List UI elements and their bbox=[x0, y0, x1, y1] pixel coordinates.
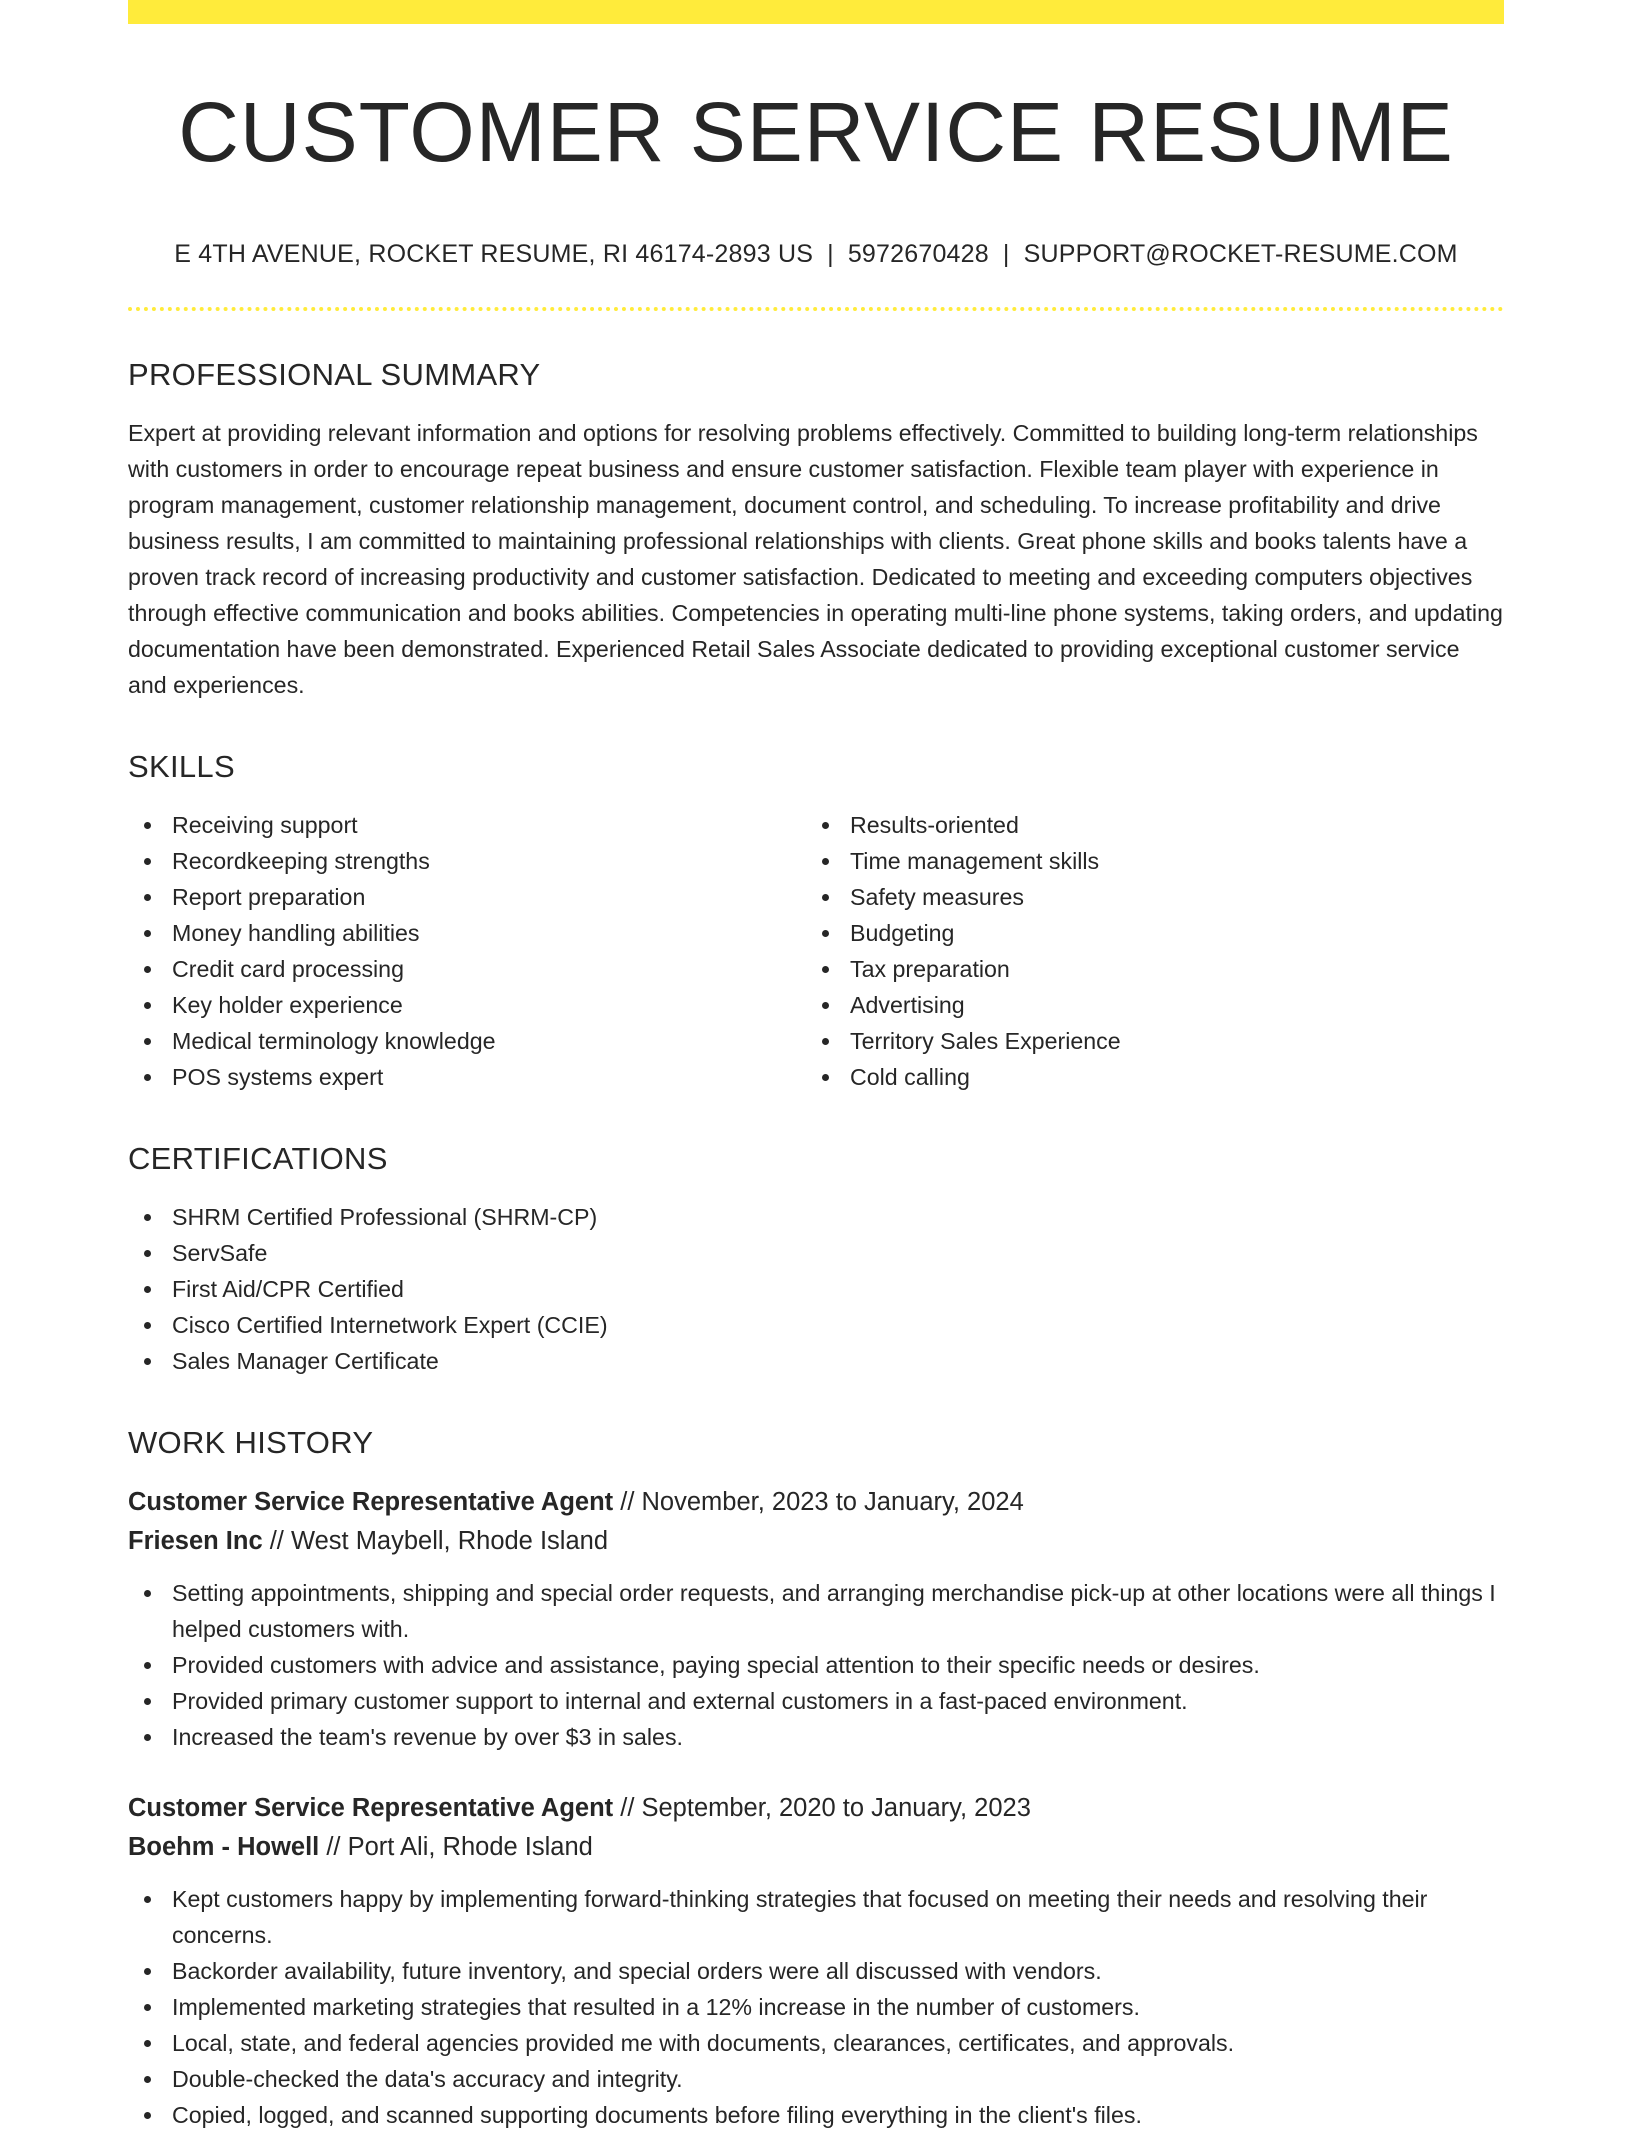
job-bullet: Implemented marketing strategies that resulted in a 12% increase in the number of customers. bbox=[128, 1989, 1504, 2025]
job-location: // Port Ali, Rhode Island bbox=[319, 1833, 593, 1861]
resume-page bbox=[128, 0, 1504, 2128]
job-entry bbox=[128, 1483, 1504, 1755]
summary-text: Expert at providing relevant information and options for resolving problems effectively. Committed to building long-term relationships with customers in order to encourage repeat business and ensure customer satisfaction. Flexible team player with experience in program management, customer relationship management, document control, and scheduling. To increase profitability and drive business results, I am committed to maintaining professional relationships with clients. Great phone skills and books talents have a proven track record of increasing productivity and customer satisfaction. Dedicated to meeting and exceeding computers objectives through effective communication and books abilities. Competencies in operating multi-line phone systems, taking orders, and updating documentation have been demonstrated. Experienced Retail Sales Associate dedicated to providing exceptional customer service and experiences. bbox=[128, 420, 1503, 698]
skill-item: Credit card processing bbox=[128, 951, 806, 987]
summary-title: PROFESSIONAL SUMMARY bbox=[128, 357, 541, 392]
job-bullets bbox=[128, 1575, 1504, 1755]
job-entry bbox=[128, 1789, 1504, 2133]
job-title: Customer Service Representative Agent bbox=[128, 1488, 614, 1516]
job-title-line bbox=[128, 1789, 1504, 1828]
skill-item: Budgeting bbox=[806, 915, 1484, 951]
job-bullet: Double-checked the data's accuracy and integrity. bbox=[128, 2061, 1504, 2097]
contact-phone: 5972670428 bbox=[847, 240, 989, 268]
certification-item: First Aid/CPR Certified bbox=[128, 1271, 1504, 1307]
skill-item: Receiving support bbox=[128, 807, 806, 843]
job-bullet: Backorder availability, future inventory, and special orders were all discussed with vendors. bbox=[128, 1953, 1504, 1989]
job-company-line bbox=[128, 1828, 1504, 1867]
certifications-list bbox=[128, 1199, 1504, 1379]
job-bullet: Provided primary customer support to internal and external customers in a fast-paced environment. bbox=[128, 1683, 1504, 1719]
skill-item: Advertising bbox=[806, 987, 1484, 1023]
job-title: Customer Service Representative Agent bbox=[128, 1794, 614, 1822]
skill-item: Tax preparation bbox=[806, 951, 1484, 987]
contact-separator: | bbox=[827, 240, 834, 268]
job-company-line bbox=[128, 1522, 1504, 1561]
job-dates: // September, 2020 to January, 2023 bbox=[613, 1794, 1031, 1822]
skill-item: Money handling abilities bbox=[128, 915, 806, 951]
contact-email: SUPPORT@ROCKET-RESUME.COM bbox=[1023, 240, 1458, 268]
certifications-title: CERTIFICATIONS bbox=[128, 1141, 388, 1176]
contact-separator: | bbox=[1002, 240, 1010, 268]
skill-item: Recordkeeping strengths bbox=[128, 843, 806, 879]
skill-item: Time management skills bbox=[806, 843, 1484, 879]
skill-item: Safety measures bbox=[806, 879, 1484, 915]
skill-item: POS systems expert bbox=[128, 1059, 806, 1095]
work-history-title: WORK HISTORY bbox=[128, 1425, 374, 1460]
skill-item: Results-oriented bbox=[806, 807, 1484, 843]
top-accent-bar bbox=[128, 0, 1504, 24]
job-bullet: Local, state, and federal agencies provided me with documents, clearances, certificates, and approvals. bbox=[128, 2025, 1504, 2061]
job-company: Boehm - Howell bbox=[128, 1833, 320, 1861]
contact-address: E 4TH AVENUE, ROCKET RESUME, RI 46174-2893 US bbox=[174, 240, 814, 268]
contact-line bbox=[128, 240, 1504, 269]
skill-item: Report preparation bbox=[128, 879, 806, 915]
certification-item: SHRM Certified Professional (SHRM-CP) bbox=[128, 1199, 1504, 1235]
certification-item: Cisco Certified Internetwork Expert (CCIE) bbox=[128, 1307, 1504, 1343]
resume-name: CUSTOMER SERVICE RESUME bbox=[178, 85, 1454, 179]
skills-left-list bbox=[128, 807, 806, 1095]
certification-item: ServSafe bbox=[128, 1235, 1504, 1271]
job-bullet: Copied, logged, and scanned supporting documents before filing everything in the client's files. bbox=[128, 2097, 1504, 2133]
skills-right-list bbox=[806, 807, 1484, 1095]
job-bullet: Increased the team's revenue by over $3 in sales. bbox=[128, 1719, 1504, 1755]
skill-item: Medical terminology knowledge bbox=[128, 1023, 806, 1059]
certification-item: Sales Manager Certificate bbox=[128, 1343, 1504, 1379]
skill-item: Territory Sales Experience bbox=[806, 1023, 1484, 1059]
job-dates: // November, 2023 to January, 2024 bbox=[613, 1488, 1024, 1516]
job-company: Friesen Inc bbox=[128, 1527, 263, 1555]
job-location: // West Maybell, Rhode Island bbox=[262, 1527, 608, 1555]
job-bullet: Kept customers happy by implementing forward-thinking strategies that focused on meeting their needs and resolving their concerns. bbox=[128, 1881, 1504, 1953]
skills-title: SKILLS bbox=[128, 749, 235, 784]
job-title-line bbox=[128, 1483, 1504, 1522]
job-bullet: Provided customers with advice and assistance, paying special attention to their specific needs or desires. bbox=[128, 1647, 1504, 1683]
job-bullets bbox=[128, 1881, 1504, 2133]
skill-item: Key holder experience bbox=[128, 987, 806, 1023]
job-bullet: Setting appointments, shipping and special order requests, and arranging merchandise pick-up at other locations were all things I helped customers with. bbox=[128, 1575, 1504, 1647]
header-divider bbox=[128, 307, 1504, 311]
skill-item: Cold calling bbox=[806, 1059, 1484, 1095]
skills-columns bbox=[128, 807, 1504, 1095]
